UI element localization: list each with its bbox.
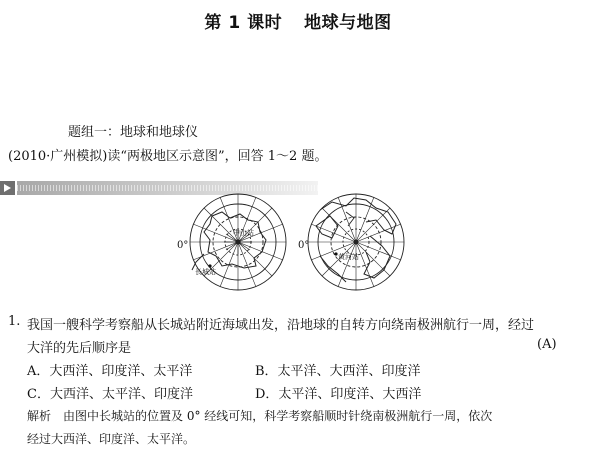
title-lesson: 第 1 课时 xyxy=(204,13,283,33)
question1-answer: (A) xyxy=(537,337,557,352)
analysis-line1: 解析 由图中长城站的位置及 0° 经线可知，科学考察船顺时针绕南极洲航行一周，依次 xyxy=(27,409,493,423)
changcheng-station-marker xyxy=(208,264,211,267)
zhongshan-station-label: 中山站 xyxy=(233,229,254,237)
group-title: 题组一：地球和地球仪 xyxy=(68,125,199,140)
option-d: D．太平洋、印度洋、大西洋 xyxy=(255,387,422,402)
analysis-line2: 经过大西洋、印度洋、太平洋。 xyxy=(27,432,196,446)
huanghe-station-marker xyxy=(334,252,337,255)
left-zero-label: 0° xyxy=(177,240,189,251)
question1-number: 1. xyxy=(8,314,21,329)
right-zero-label: 0° xyxy=(298,240,310,251)
question1-line1: 我国一艘科学考察船从长城站附近海域出发，沿地球的自转方向绕南极洲航行一周，经过 xyxy=(27,318,535,333)
option-c: C．大西洋、太平洋、印度洋 xyxy=(27,387,193,402)
polar-regions-figure xyxy=(170,186,424,292)
option-a: A．大西洋、印度洋、太平洋 xyxy=(27,364,193,379)
changcheng-station-label: 长城站 xyxy=(195,268,216,276)
huanghe-station-label: 黄河站 xyxy=(338,253,359,261)
play-icon xyxy=(0,181,15,195)
title-topic: 地球与地图 xyxy=(304,13,392,33)
question-intro: (2010·广州模拟)读“两极地区示意图”，回答 1～2 题。 xyxy=(8,149,328,164)
north-pole-map xyxy=(308,194,404,290)
page-title xyxy=(0,8,596,33)
option-b: B．太平洋、大西洋、印度洋 xyxy=(255,364,421,379)
question1-line2: 大洋的先后顺序是 xyxy=(27,341,132,356)
